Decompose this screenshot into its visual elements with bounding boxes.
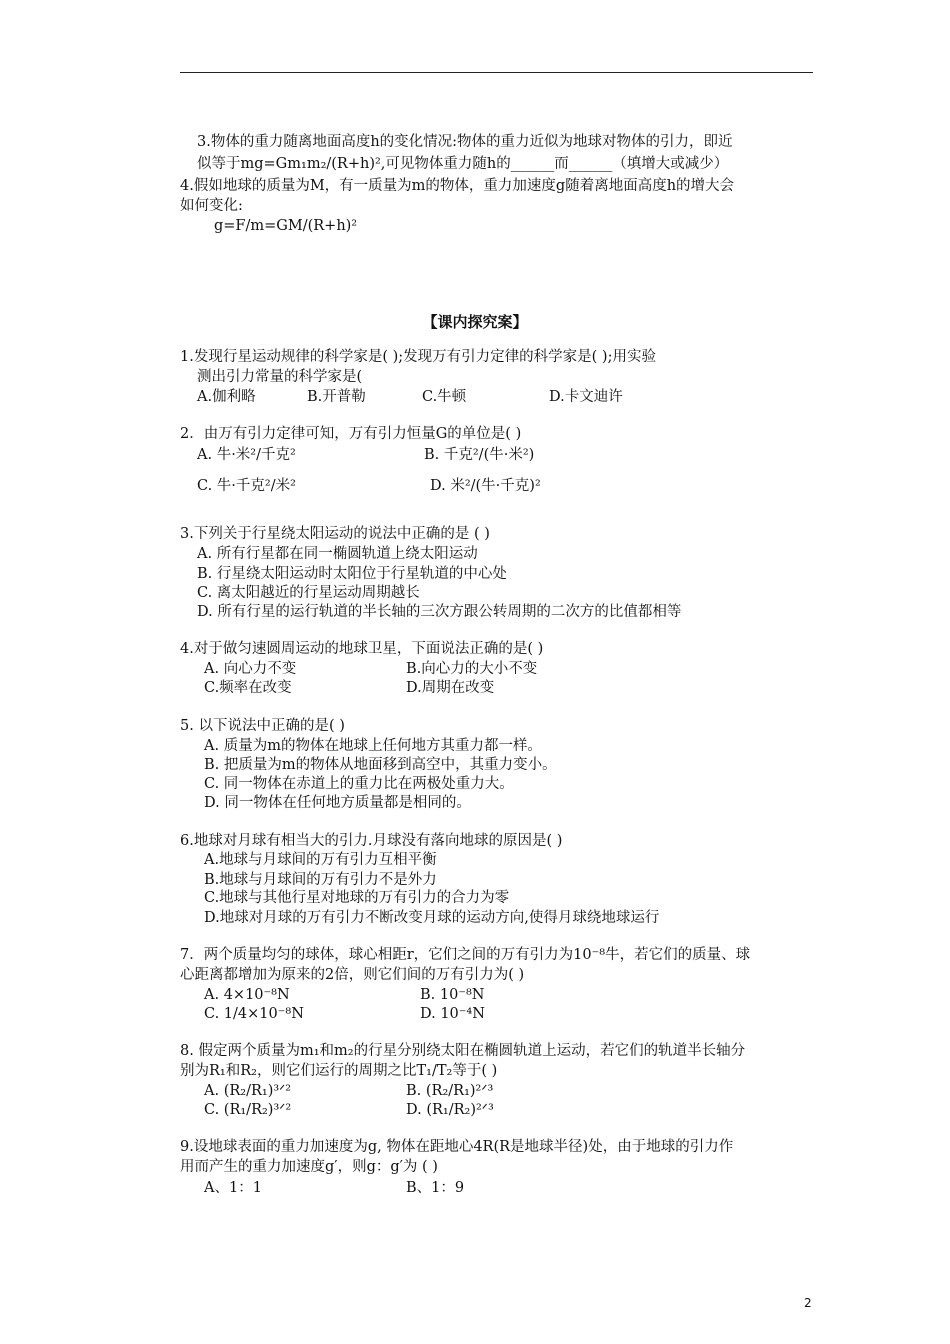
q7-line2: 心距离都增加为原来的2倍，则它们间的万有引力为( ) xyxy=(180,967,525,983)
q7-option-a: A. 4×10⁻⁸N xyxy=(204,987,290,1003)
q1-option-b: B.开普勒 xyxy=(307,389,366,405)
q6-stem: 6.地球对月球有相当大的引力.月球没有落向地球的原因是( ) xyxy=(180,833,563,849)
q1-line1: 1.发现行星运动规律的科学家是( );发现万有引力定律的科学家是( );用实验 xyxy=(180,349,656,365)
q3-option-a: A. 所有行星都在同一椭圆轨道上绕太阳运动 xyxy=(197,546,478,562)
q4-option-b: B.向心力的大小不变 xyxy=(406,661,538,677)
q8-line1: 8. 假定两个质量为m₁和m₂的行星分别绕太阳在椭圆轨道上运动，若它们的轨道半长轴分 xyxy=(180,1043,746,1059)
q7-line1: 7．两个质量均匀的球体，球心相距r，它们之间的万有引力为10⁻⁸牛，若它们的质量、球 xyxy=(180,947,751,963)
q4-stem: 4.对于做匀速圆周运动的地球卫星，下面说法正确的是( ) xyxy=(180,641,544,657)
q9-option-a: A、1：1 xyxy=(204,1180,262,1196)
q5-stem: 5. 以下说法中正确的是( ) xyxy=(180,718,345,734)
q4-option-d: D.周期在改变 xyxy=(406,680,495,696)
pre-q3-line2: 似等于mg=Gm₁m₂/(R+h)²,可见物体重力随h的______而______（填增大或减少） xyxy=(197,156,729,172)
q1-option-d: D.卡文迪许 xyxy=(549,389,623,405)
q5-option-b: B. 把质量为m的物体从地面移到高空中，其重力变小。 xyxy=(204,757,557,773)
q9-option-b: B、1：9 xyxy=(406,1180,465,1196)
q5-option-a: A. 质量为m的物体在地球上任何地方其重力都一样。 xyxy=(204,738,542,754)
q6-option-b: B.地球与月球间的万有引力不是外力 xyxy=(204,872,437,888)
pre-q4-line2: 如何变化: xyxy=(180,198,243,214)
q8-option-c: C. (R₁/R₂)³ᐟ² xyxy=(204,1102,292,1118)
q3-stem: 3.下列关于行星绕太阳运动的说法中正确的是 ( ) xyxy=(180,526,490,542)
q5-option-d: D. 同一物体在任何地方质量都是相同的。 xyxy=(204,795,471,811)
q8-option-b: B. (R₂/R₁)²ᐟ³ xyxy=(406,1083,494,1099)
q9-line1: 9.设地球表面的重力加速度为g, 物体在距地心4R(R是地球半径)处，由于地球的引力作 xyxy=(180,1139,734,1155)
q3-option-b: B. 行星绕太阳运动时太阳位于行星轨道的中心处 xyxy=(197,566,507,582)
q7-option-d: D. 10⁻⁴N xyxy=(420,1006,485,1022)
q8-option-a: A. (R₂/R₁)³ᐟ² xyxy=(204,1083,292,1099)
q7-option-c: C. 1/4×10⁻⁸N xyxy=(204,1006,304,1022)
q8-option-d: D. (R₁/R₂)²ᐟ³ xyxy=(406,1102,494,1118)
q9-line2: 用而产生的重力加速度g′，则g：g′为 ( ) xyxy=(180,1159,438,1175)
q2-option-c: C. 牛·千克²/米² xyxy=(197,478,296,494)
q8-line2: 别为R₁和R₂，则它们运行的周期之比T₁/T₂等于( ) xyxy=(180,1063,498,1079)
q3-option-c: C. 离太阳越近的行星运动周期越长 xyxy=(197,585,420,601)
q5-option-c: C. 同一物体在赤道上的重力比在两极处重力大。 xyxy=(204,776,514,792)
q6-option-a: A.地球与月球间的万有引力互相平衡 xyxy=(204,852,437,868)
header-rule xyxy=(180,72,813,73)
q2-option-b: B. 千克²/(牛·米²) xyxy=(424,447,535,463)
pre-q4-formula: g=F/m=GM/(R+h)² xyxy=(214,218,358,234)
q1-line2: 测出引力常量的科学家是( xyxy=(197,369,363,385)
section-title: 【课内探究案】 xyxy=(422,313,528,331)
q6-option-c: C.地球与其他行星对地球的万有引力的合力为零 xyxy=(204,890,510,906)
q2-option-a: A. 牛·米²/千克² xyxy=(197,447,296,463)
q7-option-b: B. 10⁻⁸N xyxy=(420,987,485,1003)
q1-option-c: C.牛顿 xyxy=(422,389,467,405)
q2-stem: 2．由万有引力定律可知，万有引力恒量G的单位是( ) xyxy=(180,426,522,442)
q4-option-a: A. 向心力不变 xyxy=(204,661,297,677)
pre-q4-line1: 4.假如地球的质量为M，有一质量为m的物体，重力加速度g随着离地面高度h的增大会 xyxy=(180,178,735,194)
pre-q3-line1: 3.物体的重力随离地面高度h的变化情况:物体的重力近似为地球对物体的引力，即近 xyxy=(197,134,733,150)
q3-option-d: D. 所有行星的运行轨道的半长轴的三次方跟公转周期的二次方的比值都相等 xyxy=(197,604,682,620)
q4-option-c: C.频率在改变 xyxy=(204,680,292,696)
q2-option-d: D. 米²/(牛·千克)² xyxy=(430,478,541,494)
q6-option-d: D.地球对月球的万有引力不断改变月球的运动方向,使得月球绕地球运行 xyxy=(204,910,660,926)
q1-option-a: A.伽利略 xyxy=(197,389,256,405)
page-number: 2 xyxy=(804,1296,812,1310)
